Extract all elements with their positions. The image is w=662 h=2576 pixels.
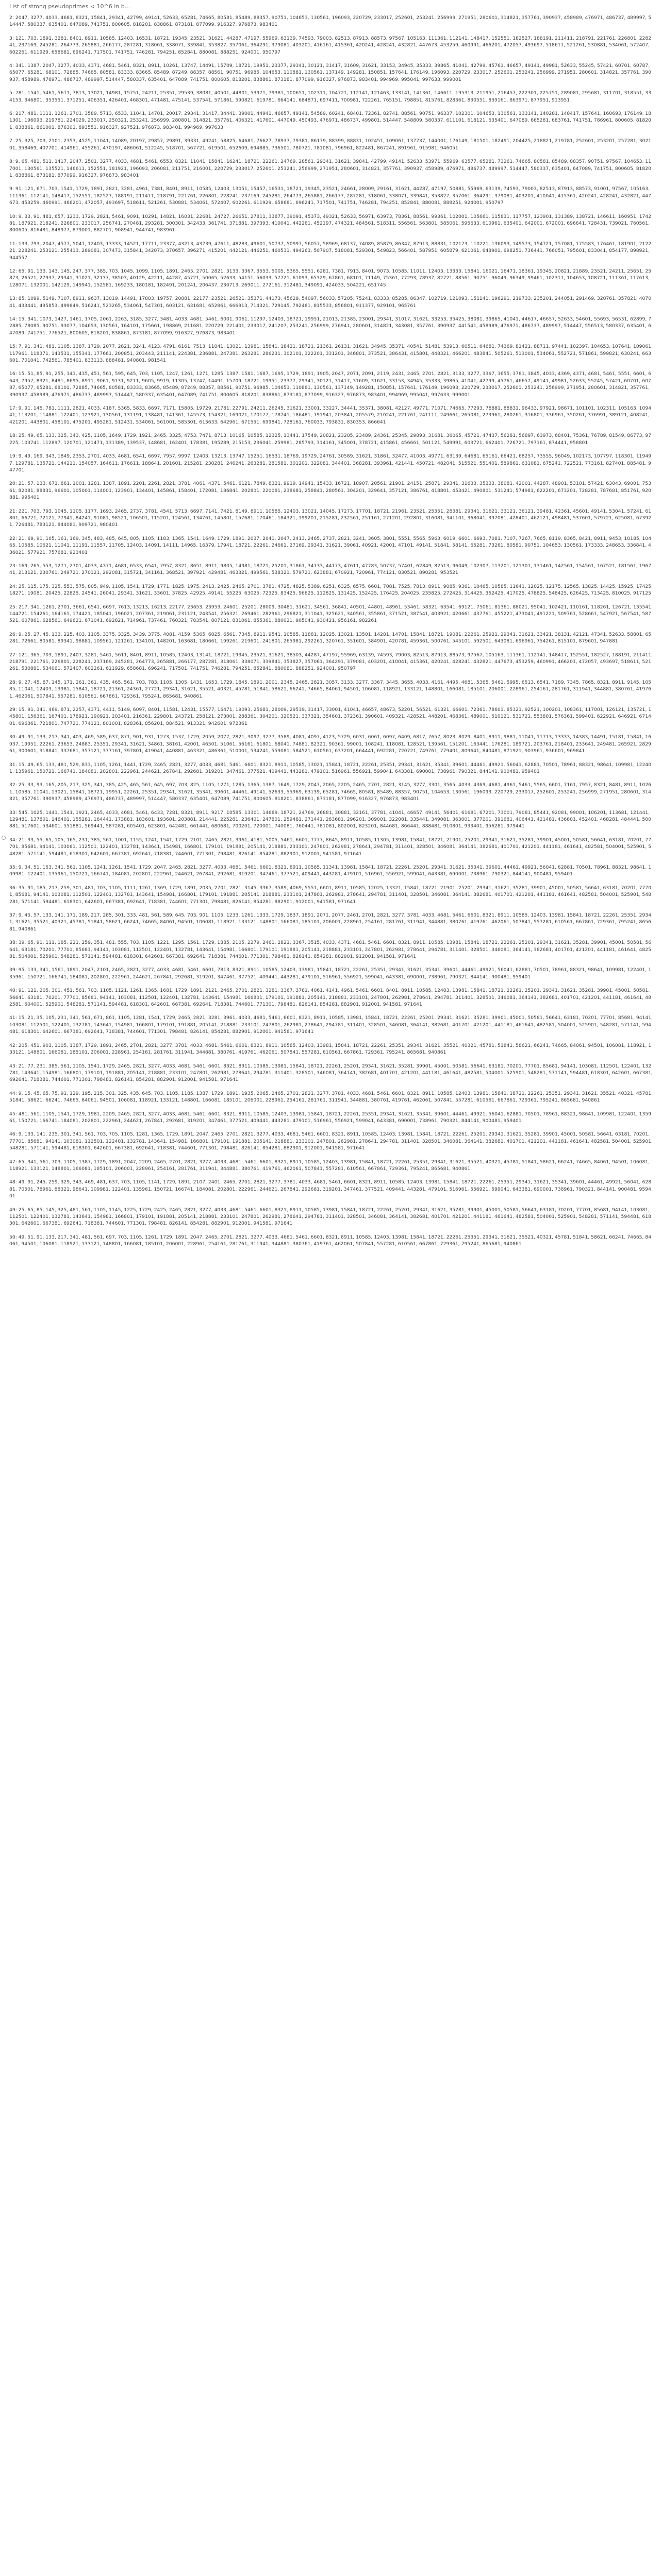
list-item: 49: 25, 65, 85, 145, 325, 481, 561, 1105, 1145, 1225, 1729, 2425, 2465, 2821, 3277, 4033, 4681, 5461, 6601, 8321, 8911, 10585, 13981, 15841, 18721, 22261, 25201, 29341, 31621, 35281, 39901, 45001, 50581, 56641, 63181, 70201, 77701, 85681, 94141, 103081, 112501, 122401, 132781, 143641, 154981, 166801, 179101, 191881, 205141, 218881, 233101, 247801, 262981, 278641, 294781, 311401, 328501, 346081, 364141, 382681, 401701, 421201, 441181, 461641, 482581, 504001, 525901, 548281, 571141, 594481, 618301, 642601, 667381, 692641, 718381, 744601, 771301, 798481, 826141, 854281, 882901, 912001, 941581, 971641 — [9, 1207, 651, 1227]
list-item: 38: 39, 65, 91, 111, 185, 221, 259, 351, 481, 555, 703, 1105, 1221, 1295, 1561, 1729, 1885, 2105, 2279, 2461, 2821, 3367, 3515, 4033, 4371, 4681, 5461, 6601, 8321, 8911, 10585, 13981, 15841, 18721, 22261, 25201, 29341, 31621, 35281, 39901, 45001, 50581, 56641, 63181, 70201, 77701, 85681, 94141, 103081, 112501, 122401, 132781, 143641, 154981, 166801, 179101, 191881, 205141, 218881, 233101, 247801, 262981, 278641, 294781, 311401, 328501, 346081, 364141, 382681, 401701, 421201, 441181, 461641, 482581, 504001, 525901, 548281, 571141, 594481, 618301, 642601, 667381, 692641, 718381, 744601, 771301, 798481, 826141, 854281, 882901, 912001, 941581, 971641 — [9, 940, 652, 960]
list-item: 3: 121, 703, 1891, 3281, 8401, 8911, 10585, 12403, 16531, 18721, 19345, 23521, 31621, 44287, 47197, 55969, 63139, 74593, 79003, 82513, 87913, 88573, 97567, 105163, 111361, 112141, 148417, 152551, 182527, 188191, 211411, 218791, 221761, 226801, 228241, 237169, 245281, 264773, 265881, 266177, 287281, 318061, 338071, 339841, 353827, 357061, 364291, 379081, 403201, 416161, 415361, 420241, 428241, 432821, 447673, 453259, 460991, 466201, 472057, 493697, 518611, 521261, 530881, 534061, 572407, 602261, 611929, 658681, 696241, 717501, 741751, 746281, 794251, 852841, 880081, 888251, 924001, 950797 — [9, 35, 652, 55]
list-item: 39: 95, 133, 341, 1561, 1891, 2047, 2101, 2465, 2821, 3277, 4033, 4681, 5461, 6601, 7813, 8321, 8911, 10585, 12403, 13981, 15841, 18721, 22261, 25351, 29341, 31621, 35341, 39601, 44461, 49921, 56041, 62881, 70501, 78961, 88321, 98641, 109981, 122401, 135961, 150721, 166741, 184081, 202801, 222961, 244621, 267841, 292681, 319201, 347461, 377521, 409441, 443281, 479101, 516961, 556921, 599041, 643381, 690001, 738961, 790321, 844141, 900481, 959401 — [9, 967, 652, 980]
list-item: 36: 35, 91, 185, 217, 259, 301, 481, 703, 1105, 1111, 1261, 1369, 1729, 1891, 2035, 2701, 2821, 3145, 3367, 3589, 4069, 5551, 6601, 8911, 10585, 12025, 13321, 15841, 18721, 21901, 25201, 29341, 31621, 35281, 39901, 45001, 50581, 56641, 63181, 70201, 77701, 85681, 94141, 103081, 112501, 122401, 132781, 143641, 154981, 166801, 179101, 191881, 205141, 218881, 233101, 247801, 262981, 278641, 294781, 311401, 328501, 346081, 364141, 382681, 401701, 421201, 441181, 461641, 482581, 504001, 525901, 548281, 571141, 594481, 618301, 642601, 667381, 692641, 718381, 744601, 771301, 798481, 826141, 854281, 882901, 912001, 941581, 971641 — [9, 885, 652, 905]
list-item: 31: 15, 49, 65, 133, 481, 529, 833, 1105, 1261, 1441, 1729, 2465, 2821, 3277, 4033, 4681, 5461, 6601, 8321, 8911, 10585, 13021, 15841, 18721, 22261, 25351, 29341, 31621, 35341, 39601, 44461, 49921, 56041, 62881, 70501, 78961, 88321, 98641, 109981, 122401, 135961, 150721, 166741, 184081, 202801, 222961, 244621, 267841, 292681, 319201, 347461, 377521, 409441, 443281, 479101, 516961, 556921, 599041, 643381, 690001, 738961, 790321, 844141, 900481, 959401 — [9, 761, 652, 774]
list-item: 23: 169, 265, 553, 1271, 2701, 4033, 4371, 4681, 6533, 6541, 7957, 8321, 8651, 8911, 9805, 14981, 18721, 25201, 31861, 34133, 44173, 47611, 47783, 50737, 57401, 62849, 82513, 96049, 102307, 113201, 121301, 131461, 142561, 154561, 167521, 181561, 196741, 213121, 230761, 249721, 270121, 292081, 315721, 341161, 368521, 397921, 429481, 463321, 499561, 538321, 579721, 623881, 670921, 720961, 774121, 830521, 890281, 953521 — [9, 563, 652, 576]
list-item: 47: 65, 341, 561, 703, 1105, 1387, 1729, 1891, 2047, 2209, 2465, 2701, 2821, 3277, 4033, 4681, 5461, 6601, 8321, 8911, 10585, 12403, 13981, 15841, 18721, 22261, 25351, 29341, 31621, 35521, 40321, 45781, 51841, 58621, 66241, 74665, 84061, 94501, 106081, 118921, 133121, 148801, 166081, 185101, 206001, 228961, 254161, 281761, 311941, 344881, 380761, 419761, 462061, 507841, 557281, 610561, 667861, 729361, 795241, 865681, 940861 — [9, 1159, 650, 1172]
list-item: 13: 85, 1099, 5149, 7107, 8911, 9637, 13019, 14491, 17803, 19757, 20881, 22177, 23521, 26521, 35371, 44173, 45629, 54097, 56033, 57205, 75241, 83333, 85285, 86347, 102719, 121093, 151141, 196291, 219733, 235201, 244051, 291469, 320761, 357821, 407041, 433441, 495853, 499849, 516241, 523265, 534061, 547301, 603121, 631681, 652861, 666913, 714321, 729145, 792481, 815533, 856801, 911377, 929101, 965761 — [9, 296, 652, 309]
list-item: 21: 221, 703, 793, 1045, 1105, 1177, 1693, 2465, 2737, 3781, 4541, 5713, 6697, 7141, 7421, 8149, 8911, 10585, 12403, 13021, 14045, 17273, 17701, 18721, 21961, 23521, 25351, 28381, 29341, 31621, 33121, 36121, 39481, 42361, 45601, 49141, 53041, 57241, 61801, 66721, 72121, 77941, 84241, 91081, 98521, 106501, 115201, 124561, 134761, 145801, 157681, 170461, 184321, 199201, 215281, 232561, 251161, 271201, 292801, 316081, 341101, 368041, 397081, 428401, 462121, 498481, 537601, 579721, 625081, 673921, 726481, 783121, 844081, 909721, 980401 — [9, 508, 652, 528]
list-item: 8: 9, 65, 481, 511, 1417, 2047, 2501, 3277, 4033, 4681, 5461, 6553, 8321, 11041, 15841, 16241, 18721, 22261, 24769, 28561, 29341, 31621, 39841, 42799, 49141, 52633, 53971, 55969, 63577, 65281, 73261, 74665, 80581, 85489, 88357, 90751, 97567, 104653, 117001, 130561, 135521, 146611, 152551, 181921, 196093, 206081, 211751, 216001, 220729, 233017, 252601, 253241, 256999, 271951, 280601, 314821, 357761, 390937, 458989, 476971, 486737, 489997, 514447, 580337, 635401, 647089, 741751, 800605, 818201, 838861, 873181, 877099, 916327, 976873, 983401 — [9, 159, 652, 178]
list-item: 5: 781, 1541, 5461, 5611, 7813, 13021, 14981, 15751, 24211, 25351, 29539, 38081, 40501, 44801, 53971, 79381, 100651, 102311, 104721, 112141, 121463, 133141, 141361, 146611, 195313, 211951, 216457, 222301, 225751, 289081, 295681, 311701, 318551, 334153, 346801, 353551, 371251, 406351, 426401, 468301, 471481, 475141, 537541, 571861, 590821, 619781, 664141, 684871, 697411, 700981, 722261, 765151, 798851, 815761, 828361, 830551, 839161, 863971, 877951, 913951 — [9, 90, 652, 103]
list-item: 18: 25, 49, 65, 133, 325, 343, 425, 1105, 1649, 1729, 1921, 2465, 3325, 4753, 7471, 8713, 10165, 10585, 12325, 13441, 17549, 20821, 23205, 23489, 24361, 25345, 29893, 31681, 36065, 45721, 47437, 56281, 56897, 63973, 68401, 75361, 76789, 81549, 86773, 97225, 103741, 112897, 120701, 121471, 131389, 139537, 148681, 162401, 178381, 195289, 215153, 236041, 259981, 285793, 314161, 345001, 378721, 415861, 456661, 501121, 549991, 603721, 662401, 726721, 797161, 874441, 958801 — [9, 433, 652, 446]
list-item: 24: 25, 115, 175, 325, 553, 575, 805, 949, 1105, 1541, 1729, 1771, 1825, 1975, 2413, 2425, 2465, 2701, 3781, 4725, 4825, 5389, 6251, 6325, 6575, 6601, 7081, 7525, 7813, 8911, 9085, 9361, 10465, 10585, 11641, 12025, 12175, 12565, 13825, 14425, 15925, 17425, 18271, 19081, 20425, 22825, 24541, 26041, 29341, 31621, 33601, 37825, 42925, 49141, 55225, 63025, 72325, 83425, 96625, 112825, 131425, 152425, 176425, 204025, 235825, 272425, 314425, 362425, 417025, 478825, 548425, 626425, 713425, 810025, 917125 — [9, 583, 653, 597]
list-item: 26: 9, 25, 27, 45, 133, 225, 403, 1105, 3375, 3325, 3439, 3775, 4081, 4159, 5365, 6025, 6561, 7345, 8911, 9541, 10585, 11881, 12025, 13021, 13501, 14281, 14701, 15841, 18721, 19081, 22261, 25921, 29341, 31621, 33421, 38131, 42121, 47341, 52633, 58801, 65281, 72661, 80581, 89341, 98881, 109561, 121261, 134101, 148201, 163681, 180661, 199261, 219601, 241801, 265981, 292261, 320761, 351601, 384901, 420781, 459361, 500761, 545101, 592501, 643081, 696961, 754261, 815101, 879601, 947881 — [9, 631, 652, 645]
list-item: 2: 2047, 3277, 4033, 4681, 8321, 15841, 29341, 42799, 49141, 52633, 65281, 74665, 80581, 85489, 88357, 90751, 104653, 130561, 196093, 220729, 233017, 252601, 253241, 256999, 271951, 280601, 314821, 357761, 390937, 458989, 476971, 486737, 489997, 514447, 580337, 635401, 647089, 741751, 800605, 818201, 838861, 873181, 877099, 916327, 976873, 983401 — [9, 15, 652, 28]
list-item: 42: 205, 451, 903, 1105, 1387, 1729, 1891, 2465, 2701, 2821, 3277, 3781, 4033, 4681, 5461, 6601, 8321, 8911, 10585, 12403, 13981, 15841, 18721, 22261, 25351, 29341, 31621, 35521, 40321, 45781, 51841, 58621, 66241, 74665, 84061, 94501, 106081, 118921, 133121, 148801, 166081, 185101, 206001, 228961, 254161, 281761, 311941, 344881, 380761, 419761, 462061, 507841, 557281, 610561, 667861, 729361, 795241, 865681, 940861 — [9, 1042, 652, 1056]
page-title — [9, 3, 654, 10]
title-suffix: < 10^6 in b... — [90, 3, 130, 10]
list-item: 10: 9, 33, 91, 481, 657, 1233, 1729, 2821, 5461, 9091, 10291, 14821, 16031, 22681, 24727, 26651, 27811, 33877, 39091, 45373, 49321, 52633, 56971, 63973, 78361, 88561, 99361, 102001, 105661, 115831, 117757, 123901, 131389, 138721, 146611, 160951, 174281, 187921, 218241, 226801, 233017, 256741, 270481, 293281, 300301, 342433, 361741, 371881, 397393, 410041, 442261, 452197, 474321, 484561, 518311, 556561, 563801, 585061, 595633, 610961, 635401, 642001, 672001, 696641, 728431, 739021, 760561, 800605, 816481, 848977, 879001, 882701, 908941, 944741, 983961 — [9, 213, 652, 233]
list-item: 40: 91, 121, 205, 301, 451, 561, 703, 1105, 1121, 1261, 1365, 1681, 1729, 1891, 2121, 2465, 2701, 2821, 3281, 3367, 3781, 4061, 4141, 4961, 5461, 6601, 8401, 8911, 10585, 12403, 13981, 15841, 18721, 22261, 25201, 29341, 31621, 35281, 39901, 45001, 50581, 56641, 63181, 70201, 77701, 85681, 94141, 103081, 112501, 122401, 132781, 143641, 154981, 166801, 179101, 191881, 205141, 218881, 233101, 247801, 262981, 278641, 294781, 311401, 328501, 346081, 364141, 382681, 401701, 421201, 441181, 461641, 482581, 504001, 525901, 548281, 571141, 594481, 618301, 642601, 667381, 692641, 718381, 744601, 771301, 798481, 826141, 854281, 882901, 912001, 941581, 971641 — [9, 988, 651, 1008]
list-item: 16: 15, 51, 85, 91, 255, 341, 435, 451, 561, 595, 645, 703, 1105, 1247, 1261, 1271, 1285, 1387, 1581, 1687, 1695, 1729, 1891, 1905, 2047, 2071, 2091, 2119, 2431, 2465, 2701, 2821, 3133, 3277, 3367, 3655, 3781, 3845, 4033, 4369, 4371, 4681, 5461, 5551, 6601, 6643, 7957, 8321, 8481, 8695, 8911, 9061, 9131, 9211, 9605, 9919, 11305, 13747, 14491, 15709, 18721, 19951, 23377, 29341, 30121, 31417, 31609, 31621, 33153, 34945, 35333, 39865, 41041, 42799, 45761, 46657, 49141, 49981, 52633, 55245, 57421, 60701, 60787, 65077, 65281, 68101, 72885, 74665, 80581, 83333, 83665, 85489, 87249, 88357, 88561, 90751, 96985, 104653, 110881, 130561, 137149, 149281, 150851, 157641, 176149, 196093, 220729, 233017, 252601, 253241, 256999, 271951, 280601, 314821, 357761, 390937, 458989, 476971, 486737, 489997, 514447, 580337, 635401, 647089, 741751, 800605, 818201, 838861, 873181, 877099, 916327, 976873, 983401, 994969, 995041, 997633, 999001 — [9, 371, 652, 398]
list-item: 33: 545, 1025, 1441, 1541, 1921, 2465, 4033, 4681, 5461, 6433, 7281, 8321, 8911, 9217, 10585, 13301, 14689, 18721, 24769, 26881, 30881, 32161, 37781, 41041, 46657, 49141, 56401, 61681, 67201, 73001, 79081, 85441, 92081, 99001, 106201, 113681, 121441, 129481, 137801, 146401, 155281, 164441, 173881, 183601, 193601, 203881, 214441, 225281, 236401, 247801, 259481, 271441, 283681, 296201, 309001, 322081, 335441, 349081, 363001, 377201, 391681, 406441, 421481, 436801, 452401, 468281, 484441, 500881, 517601, 534601, 551881, 569441, 587281, 605401, 623801, 642481, 661441, 680681, 700201, 720001, 740081, 760441, 781081, 802001, 823201, 844681, 866441, 888481, 910801, 933401, 956281, 979441 — [9, 809, 651, 829]
list-item: 37: 9, 45, 57, 133, 141, 171, 189, 217, 285, 301, 333, 481, 561, 589, 645, 703, 901, 1105, 1233, 1261, 1333, 1729, 1837, 1891, 2071, 2077, 2461, 2701, 2821, 3277, 3781, 4033, 4681, 5461, 6601, 8321, 8911, 10585, 12403, 13981, 15841, 18721, 22261, 25351, 29341, 31621, 35521, 40321, 45781, 51841, 58621, 66241, 74665, 84061, 94501, 106081, 118921, 133121, 148801, 166081, 185101, 206001, 228961, 254161, 281761, 311941, 344881, 380761, 419761, 462061, 507841, 557281, 610561, 667861, 729361, 795241, 865681, 940861 — [9, 912, 652, 932]
document-page — [0, 0, 662, 1248]
list-item: 14: 15, 341, 1073, 1427, 1461, 1705, 2061, 2263, 3185, 3277, 3481, 4033, 4681, 5461, 6001, 9061, 11297, 12403, 18721, 19951, 21013, 21385, 23001, 29341, 31017, 31621, 33253, 35425, 38081, 39865, 41041, 44617, 46657, 52633, 54601, 55693, 56531, 62899, 72885, 78085, 90751, 93077, 104653, 130561, 164101, 175661, 198869, 211681, 220729, 221401, 233017, 241207, 253241, 256999, 276941, 280601, 314821, 343081, 357761, 390937, 441541, 458989, 476971, 486737, 489997, 514447, 556513, 580337, 635401, 647089, 741751, 776521, 800605, 818201, 838861, 873181, 877099, 916327, 976873, 983401 — [9, 316, 652, 336]
list-item: 50: 49, 51, 91, 133, 217, 341, 481, 561, 697, 703, 1105, 1261, 1729, 1891, 2047, 2465, 2701, 2821, 3277, 4033, 4681, 5461, 6601, 8321, 8911, 10585, 12403, 13981, 15841, 18721, 22261, 25351, 29341, 31621, 35521, 40321, 45781, 51841, 58621, 66241, 74665, 84061, 94501, 106081, 118921, 133121, 148801, 166081, 185101, 206001, 228961, 254161, 281761, 311941, 344881, 380761, 419761, 462061, 507841, 557281, 610561, 667861, 729361, 795241, 865681, 940861 — [9, 1234, 652, 1247]
radio-icon — [2, 836, 6, 840]
list-item: 15: 7, 91, 341, 481, 1105, 1387, 1729, 2077, 2821, 3241, 4123, 4791, 6161, 7513, 11041, 13021, 13981, 15841, 18421, 18721, 21361, 26131, 31621, 34945, 35371, 40541, 51481, 53913, 60511, 64681, 74369, 81421, 88711, 97441, 102397, 104653, 107641, 109061, 117961, 118371, 143531, 155341, 177661, 200851, 203443, 211141, 224381, 236881, 247381, 263281, 286231, 302101, 322201, 331201, 346801, 373521, 386431, 415801, 448321, 466201, 483841, 505261, 513001, 534061, 552721, 571861, 599821, 630241, 663601, 701041, 742561, 785401, 833113, 888481, 940801, 981541 — [9, 344, 653, 364]
list-item: 17: 9, 91, 145, 781, 1111, 2821, 4033, 4187, 5365, 5833, 6697, 7171, 15805, 19729, 21781, 22791, 24211, 26245, 31621, 33001, 33227, 34441, 35371, 38081, 42127, 49771, 71071, 74665, 77293, 78881, 88831, 96433, 97921, 98671, 101101, 102311, 105163, 109441, 113201, 114881, 122401, 123921, 130561, 131191, 138481, 141361, 145573, 154321, 169021, 170177, 178741, 186481, 191941, 203841, 205579, 210241, 221761, 241111, 249661, 265081, 273961, 280261, 316801, 336961, 350261, 376991, 389121, 408241, 421201, 443801, 458101, 475201, 495281, 512431, 534061, 561001, 585301, 613633, 642961, 671551, 699841, 728161, 760033, 793831, 830353, 866641 — [9, 405, 652, 425]
list-item: 46: 9, 133, 141, 235, 301, 341, 561, 703, 705, 1105, 1281, 1365, 1729, 1891, 2047, 2465, 2701, 2821, 3277, 4033, 4681, 5461, 6601, 8321, 8911, 10585, 12403, 13981, 15841, 18721, 22261, 25201, 29341, 31621, 35281, 39901, 45001, 50581, 56641, 63181, 70201, 77701, 85681, 94141, 103081, 112501, 122401, 132781, 143641, 154981, 166801, 179101, 191881, 205141, 218881, 233101, 247801, 262981, 278641, 294781, 311401, 328501, 346081, 364141, 382681, 401701, 421201, 441181, 461641, 482581, 504001, 525901, 548281, 571141, 594481, 618301, 642601, 667381, 692641, 718381, 744601, 771301, 798481, 826141, 854281, 882901, 912001, 941581, 971641 — [9, 1131, 653, 1151]
list-item: 43: 21, 77, 231, 385, 561, 1105, 1541, 1729, 2465, 2821, 3277, 4033, 4681, 5461, 6601, 8321, 8911, 10585, 13981, 15841, 18721, 22261, 25201, 29341, 31621, 35281, 39901, 45001, 50581, 56641, 63181, 70201, 77701, 85681, 94141, 103081, 112501, 122401, 132781, 143641, 154981, 166801, 179101, 191881, 205141, 218881, 233101, 247801, 262981, 278641, 294781, 311401, 328501, 346081, 364141, 382681, 401701, 421201, 441181, 461641, 482581, 504001, 525901, 548281, 571141, 594481, 618301, 642601, 667381, 692641, 718381, 744601, 771301, 798481, 826141, 854281, 882901, 912001, 941581, 971641 — [9, 1063, 653, 1083]
list-item: 20: 21, 57, 133, 671, 861, 1001, 1281, 1387, 1891, 2201, 2261, 2821, 3781, 4061, 4371, 5461, 6121, 7849, 8321, 9919, 14941, 15433, 16721, 18907, 20561, 21901, 24151, 25871, 29341, 31633, 35333, 38081, 42001, 44287, 48901, 53101, 57421, 63043, 69001, 75361, 82081, 88831, 96601, 105001, 114001, 123901, 134401, 145861, 158401, 172081, 186841, 202801, 220081, 238681, 258841, 280561, 304201, 329641, 357121, 386761, 418801, 453421, 490801, 531241, 574981, 622201, 673201, 728281, 787681, 851761, 920881, 995401 — [9, 481, 652, 501]
list-item: 45: 481, 561, 1105, 1541, 1729, 1981, 2209, 2465, 2821, 3277, 4033, 4681, 5461, 6601, 8321, 8911, 10585, 12403, 13981, 15841, 18721, 22261, 25351, 29341, 31621, 35341, 39601, 44461, 49921, 56041, 62881, 70501, 78961, 88321, 98641, 109981, 122401, 135961, 150721, 166741, 184081, 202801, 222961, 244621, 267841, 292681, 319201, 347461, 377521, 409441, 443281, 479101, 516961, 556921, 599041, 643381, 690001, 738961, 790321, 844141, 900481, 959401 — [9, 1111, 652, 1124]
list-item: 6: 217, 481, 1111, 1261, 2701, 3589, 5713, 6533, 11041, 14701, 20017, 29341, 31417, 34441, 39001, 44941, 46657, 49141, 54589, 60241, 68401, 72361, 82741, 88561, 90751, 96337, 102301, 104653, 130561, 133141, 140281, 148417, 157641, 160693, 176149, 181301, 196093, 219781, 224029, 233017, 250321, 253241, 256999, 280801, 314821, 357761, 406321, 417601, 447049, 450493, 476971, 486737, 499801, 514447, 548809, 580337, 611101, 618121, 635401, 647089, 665281, 683761, 741751, 786961, 800605, 818201, 838861, 861001, 876301, 893551, 916327, 927521, 976873, 983401, 994969, 997633 — [9, 111, 652, 130]
pseudoprime-list — [9, 14, 654, 1248]
list-item: 4: 341, 1387, 2047, 3277, 4033, 4371, 4681, 5461, 8321, 8911, 10261, 13747, 14491, 15709, 18721, 19951, 23377, 29341, 30121, 31417, 31609, 31621, 33153, 34945, 35333, 39865, 41041, 42799, 45761, 46657, 49141, 49981, 52633, 55245, 57421, 60701, 60787, 65077, 65281, 68101, 72885, 74665, 80581, 83333, 83665, 85489, 87249, 88357, 88561, 90751, 96985, 104653, 110881, 130561, 137149, 149281, 150851, 157641, 176149, 196093, 220729, 233017, 252601, 253241, 256999, 271951, 280601, 314821, 357761, 390937, 458989, 476971, 486737, 489997, 514447, 580337, 635401, 647089, 741751, 800605, 818201, 838861, 873181, 877099, 916327, 976873, 983401, 994969, 995041, 997633, 999001 — [9, 63, 651, 82]
list-item: 7: 25, 325, 703, 2101, 2353, 4525, 11041, 14089, 20197, 29857, 29891, 39331, 49241, 58825, 64681, 76627, 78937, 79381, 86179, 88399, 88831, 102451, 109061, 137737, 144001, 176149, 181501, 182491, 204425, 218821, 219781, 252601, 253201, 257281, 302101, 358469, 407701, 414961, 455261, 470197, 486061, 512245, 518701, 567721, 619501, 652609, 694885, 736501, 780721, 781081, 796961, 822481, 867241, 891961, 915981, 946051 — [9, 138, 652, 151]
list-item: 32: 25, 33, 93, 165, 205, 217, 325, 341, 385, 425, 465, 561, 645, 697, 703, 825, 1105, 1271, 1285, 1365, 1387, 1649, 1729, 2047, 2065, 2205, 2465, 2701, 2821, 3145, 3277, 3301, 3565, 4033, 4369, 4681, 4961, 5461, 5565, 6601, 7161, 7957, 8321, 8481, 8911, 10261, 10585, 11041, 13021, 15841, 18721, 19951, 22261, 25351, 29341, 31621, 35341, 39601, 44461, 49141, 52633, 55969, 63139, 65281, 74665, 80581, 85489, 88357, 90751, 104653, 130561, 196093, 220729, 233017, 252601, 253241, 256999, 271951, 280601, 314821, 357761, 390937, 458989, 476971, 486737, 489997, 514447, 580337, 635401, 647089, 741751, 800605, 818201, 838861, 873181, 877099, 916327, 976873, 983401 — [9, 782, 652, 802]
list-item: 12: 65, 91, 133, 143, 145, 247, 377, 385, 703, 1045, 1099, 1105, 1891, 2465, 2701, 2821, 3133, 3367, 3553, 5005, 5365, 5551, 6281, 7381, 7913, 8401, 9073, 10585, 11011, 12403, 13333, 15841, 16021, 16471, 18361, 19345, 20821, 21889, 23521, 24211, 25651, 25873, 26521, 27937, 29341, 31021, 32137, 38503, 40129, 42211, 44287, 45721, 50065, 52633, 54151, 56033, 57721, 61093, 65329, 67861, 68101, 71149, 75361, 77293, 78937, 82721, 88561, 90751, 96049, 96349, 99461, 102311, 104653, 108721, 111361, 117613, 128071, 132001, 142129, 149941, 152581, 169233, 180181, 182491, 201241, 206437, 230713, 269011, 272161, 312481, 349091, 424033, 504221, 651745 — [9, 268, 652, 288]
list-item: 28: 9, 27, 45, 87, 145, 171, 261, 361, 435, 465, 561, 703, 783, 1105, 1305, 1431, 1653, 1729, 1845, 1891, 2001, 2345, 2465, 2821, 3057, 3133, 3277, 3367, 3445, 3655, 4033, 4161, 4495, 4681, 5365, 5461, 5995, 6513, 6541, 7189, 7345, 7865, 8321, 8911, 9145, 10585, 11041, 12403, 13981, 15841, 18721, 21361, 24361, 27721, 29341, 31621, 35521, 40321, 45781, 51841, 58621, 66241, 74665, 84061, 94501, 106081, 118921, 133121, 148801, 166081, 185101, 206001, 228961, 254161, 281761, 311941, 344881, 380761, 419761, 462061, 507841, 557281, 610561, 667861, 729361, 795241, 865681, 940861 — [9, 679, 652, 699]
list-item: 22: 21, 69, 91, 105, 161, 169, 345, 483, 485, 645, 805, 1105, 1183, 1365, 1541, 1649, 1729, 1891, 2037, 2041, 2047, 2413, 2465, 2737, 2821, 3241, 3605, 3801, 5551, 5565, 5963, 6019, 6601, 6693, 7081, 7107, 7267, 7665, 8119, 8365, 8421, 8911, 9453, 10185, 10465, 10585, 10621, 11041, 11191, 11557, 11705, 12403, 14091, 14111, 14965, 16379, 17941, 18721, 22261, 24661, 27169, 29341, 31621, 39061, 40921, 42001, 47101, 49141, 51841, 58141, 65281, 73261, 80581, 90751, 104653, 130561, 173333, 248653, 336841, 436021, 577921, 757681, 923401 — [9, 535, 652, 555]
list-item: 34: 21, 33, 55, 65, 105, 165, 231, 385, 561, 1001, 1155, 1241, 1541, 1729, 2101, 2465, 2821, 3961, 4181, 5005, 5461, 6601, 7777, 8645, 8911, 10585, 11305, 13981, 15841, 18721, 21901, 25201, 29341, 31621, 35281, 39901, 45001, 50581, 56641, 63181, 70201, 77701, 85681, 94141, 103081, 112501, 122401, 132781, 143641, 154981, 166801, 179101, 191881, 205141, 218881, 233101, 247801, 262981, 278641, 294781, 311401, 328501, 346081, 364141, 382681, 401701, 421201, 441181, 461641, 482581, 504001, 525901, 548281, 571141, 594481, 618301, 642601, 667381, 692641, 718381, 744601, 771301, 798481, 826141, 854281, 882901, 912001, 941581, 971641 — [9, 837, 652, 857]
list-item: 48: 49, 91, 245, 259, 329, 343, 469, 481, 637, 703, 1105, 1141, 1729, 1891, 2107, 2401, 2465, 2701, 2821, 3277, 3781, 4033, 4681, 5461, 6601, 8321, 8911, 10585, 12403, 13981, 15841, 18721, 22261, 25351, 29341, 31621, 35341, 39601, 44461, 49921, 56041, 62881, 70501, 78961, 88321, 98641, 109981, 122401, 135961, 150721, 166741, 184081, 202801, 222961, 244621, 267841, 292681, 319201, 347461, 377521, 409441, 443281, 479101, 516961, 556921, 599041, 643381, 690001, 738961, 790321, 844141, 900481, 959401 — [9, 1179, 652, 1199]
list-item: 30: 49, 91, 133, 217, 341, 403, 469, 589, 637, 871, 901, 931, 1273, 1537, 1729, 2059, 2077, 2821, 3097, 3277, 3589, 4081, 4097, 4123, 5729, 6031, 6061, 6097, 6409, 6817, 7657, 8023, 8029, 8401, 8911, 9881, 11041, 11713, 13333, 14383, 14491, 15181, 15841, 16937, 19951, 22261, 23653, 24883, 25351, 29341, 31621, 34861, 38161, 42001, 46501, 51061, 56161, 61801, 68041, 74881, 82321, 90361, 99001, 108241, 118081, 128521, 139561, 151201, 163441, 176281, 189721, 203761, 218401, 233641, 249481, 265921, 282961, 300601, 318841, 337681, 357121, 377161, 397801, 419041, 440881, 463321, 486361, 510001, 534241, 559081, 584521, 610561, 637201, 664441, 692281, 720721, 749761, 779401, 809641, 840481, 871921, 903961, 936601, 969841 — [9, 734, 652, 754]
list-item: 19: 9, 49, 169, 343, 1849, 2353, 2701, 4033, 4681, 6541, 6697, 7957, 9997, 12403, 13213, 13747, 15251, 16531, 18769, 19729, 24761, 30589, 31621, 31861, 32477, 41003, 49771, 63139, 64681, 65161, 66421, 68257, 73555, 96049, 102173, 107797, 118301, 119497, 129781, 135721, 144211, 154057, 164611, 176611, 188641, 201601, 215281, 230281, 246241, 263281, 281581, 301201, 322081, 344401, 368281, 393961, 421441, 450721, 482041, 515521, 551401, 589861, 631081, 675241, 722521, 773161, 827401, 885481, 947701 — [9, 453, 652, 473]
title-text: List of strong pseudoprimes — [9, 3, 89, 10]
list-item: 9: 91, 121, 671, 703, 1541, 1729, 1891, 2821, 3281, 4961, 7381, 8401, 8911, 10585, 12403, 13051, 15457, 16531, 18721, 19345, 23521, 24661, 28009, 29161, 31621, 44287, 47197, 50881, 55969, 63139, 74593, 79003, 82513, 87913, 88573, 91001, 97567, 105163, 111361, 112141, 148417, 152551, 182527, 188191, 211411, 218791, 221761, 226801, 228241, 237169, 245281, 264773, 265881, 266177, 287281, 318061, 338071, 339841, 353827, 357061, 364291, 379081, 403201, 410041, 415361, 420241, 428241, 432821, 447673, 453259, 460991, 466201, 472057, 493697, 518611, 521261, 530881, 534061, 572407, 602261, 611929, 658681, 696241, 717501, 741751, 746281, 794251, 852841, 880081, 888251, 924001, 950797 — [9, 186, 651, 206]
list-item: 35: 9, 34, 51, 153, 341, 561, 1105, 1241, 1261, 1541, 1729, 2047, 2465, 2821, 3277, 4033, 4681, 5461, 6601, 8321, 8911, 10585, 11341, 13981, 15841, 18721, 22261, 25201, 29341, 31621, 35341, 39601, 44461, 49921, 56041, 62881, 70501, 78961, 88321, 98641, 109981, 122401, 135961, 150721, 166741, 184081, 202801, 222961, 244621, 267841, 292681, 319201, 347461, 377521, 409441, 443281, 479101, 516961, 556921, 599041, 643381, 690001, 738961, 790321, 844141, 900481, 959401 — [9, 864, 652, 877]
list-item: 11: 133, 793, 2047, 4577, 5041, 12403, 13333, 14521, 17711, 23377, 43213, 43739, 47611, 48283, 49601, 50737, 50997, 56057, 58969, 68137, 74089, 85879, 86347, 87913, 88831, 102173, 110221, 136093, 149573, 154721, 157081, 175583, 176461, 181901, 212221, 228241, 253121, 255413, 289081, 307473, 315841, 342073, 370657, 396271, 415201, 442121, 446251, 460531, 494263, 507907, 518081, 529301, 549823, 566401, 587951, 605879, 621061, 648901, 698251, 736441, 766051, 795601, 833041, 854177, 898921, 944557 — [9, 241, 652, 261]
list-item: 29: 15, 91, 341, 469, 871, 2257, 4371, 4411, 5149, 6097, 8401, 11581, 12431, 15577, 16471, 19093, 25681, 28009, 29539, 31417, 33001, 41041, 46657, 48673, 52201, 56521, 61321, 66601, 72361, 78601, 85321, 92521, 100201, 108361, 117001, 126121, 135721, 145801, 156361, 167401, 178921, 190921, 203401, 216361, 229801, 243721, 258121, 273001, 288361, 304201, 320521, 337321, 354601, 372361, 390601, 409321, 428521, 448201, 468361, 489001, 510121, 531721, 553801, 576361, 599401, 622921, 646921, 671401, 696361, 721801, 747721, 774121, 801001, 828361, 856201, 884521, 913321, 942601, 972361 — [9, 707, 652, 726]
list-item: 25: 217, 341, 1261, 2701, 3661, 6541, 6697, 7613, 13213, 16213, 22177, 23653, 23953, 24601, 25201, 28009, 30481, 31621, 34561, 36841, 40501, 44801, 48961, 53461, 58321, 63541, 69121, 75061, 81361, 88021, 95041, 102421, 110161, 118261, 126721, 135541, 144721, 154261, 164161, 174421, 185041, 196021, 207361, 219061, 231121, 243541, 256321, 269461, 282961, 296821, 311041, 325621, 340561, 355861, 371521, 387541, 403921, 420661, 437761, 455221, 473041, 491221, 509761, 528661, 547921, 567541, 587521, 607861, 628561, 649621, 671041, 692821, 714961, 737461, 760321, 783541, 807121, 831061, 855361, 880021, 905041, 930421, 956161, 982261 — [9, 604, 653, 624]
list-item: 41: 15, 21, 35, 105, 231, 341, 561, 671, 861, 1105, 1281, 1541, 1729, 2465, 2821, 3281, 3961, 4033, 4681, 5461, 6601, 8321, 8911, 10585, 13981, 15841, 18721, 22261, 25201, 29341, 31621, 35281, 39901, 45001, 50581, 56641, 63181, 70201, 77701, 85681, 94141, 103081, 112501, 122401, 132781, 143641, 154981, 166801, 179101, 191881, 205141, 218881, 233101, 247801, 262981, 278641, 294781, 311401, 328501, 346081, 364141, 382681, 401701, 421201, 441181, 461641, 482581, 504001, 525901, 548281, 571141, 594481, 618301, 642601, 667381, 692641, 718381, 744601, 771301, 798481, 826141, 854281, 882901, 912001, 941581, 971641 — [9, 1015, 653, 1035]
list-item: 44: 9, 15, 45, 65, 75, 91, 129, 195, 215, 301, 325, 435, 645, 703, 1105, 1185, 1387, 1729, 1891, 1935, 2065, 2465, 2701, 2821, 3277, 3781, 4033, 4681, 5461, 6601, 8321, 8911, 10585, 12403, 13981, 15841, 18721, 22261, 25351, 29341, 31621, 35521, 40321, 45781, 51841, 58621, 66241, 74665, 84061, 94501, 106081, 118921, 133121, 148801, 166081, 185101, 206001, 228961, 254161, 281761, 311941, 344881, 380761, 419761, 462061, 507841, 557281, 610561, 667861, 729361, 795241, 865681, 940861 — [9, 1090, 653, 1104]
list-item: 27: 121, 365, 703, 1891, 2407, 3281, 5461, 5611, 8401, 8911, 10585, 12403, 13141, 18721, 19345, 23521, 31621, 38503, 44287, 47197, 55969, 63139, 74593, 79003, 82513, 87913, 88573, 97567, 105163, 111361, 112141, 148417, 152551, 182527, 188191, 211411, 218791, 221761, 226801, 228241, 237169, 245281, 264773, 265881, 266177, 287281, 318061, 338071, 339841, 353827, 357061, 364291, 379081, 403201, 410041, 415361, 420241, 428241, 432821, 447673, 453259, 460991, 466201, 472057, 493697, 518611, 521261, 530881, 534061, 572407, 602261, 611929, 658681, 696241, 717501, 741751, 746281, 794251, 852841, 880081, 888251, 924001, 950797 — [9, 652, 653, 672]
